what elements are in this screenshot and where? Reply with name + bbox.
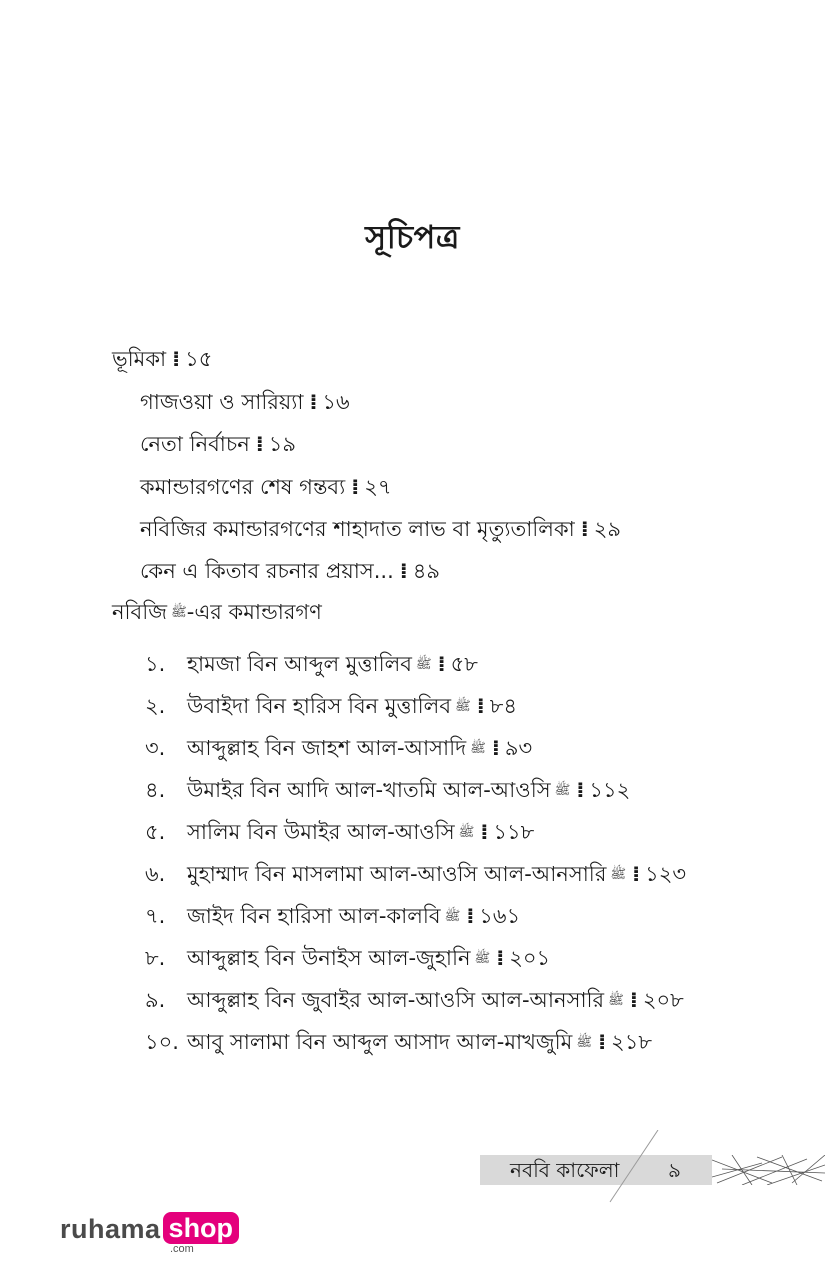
toc-entry-page: ২০১ bbox=[509, 946, 551, 970]
entry-number: ৫. bbox=[145, 820, 166, 844]
toc-entry-intro[interactable] bbox=[112, 345, 212, 373]
separator-glyph: ⁞ bbox=[496, 946, 504, 970]
commander-entry[interactable] bbox=[145, 1028, 652, 1057]
salutation-glyph: ﷺ bbox=[455, 699, 471, 714]
salutation-glyph: ﷺ bbox=[576, 1035, 593, 1050]
toc-entry-label: গাজওয়া ও সারিয়্যা bbox=[140, 390, 304, 414]
separator-glyph: ⁞ bbox=[576, 778, 584, 802]
commander-name: উমাইর বিন আদি আল-খাতমি আল-আওসি bbox=[187, 778, 551, 802]
toc-entry[interactable] bbox=[140, 515, 621, 543]
toc-entry-page: ২৯ bbox=[593, 517, 621, 541]
toc-entry-page: ১২৩ bbox=[645, 862, 687, 886]
separator-glyph: ⁞ bbox=[480, 820, 488, 844]
toc-entry-label: কেন এ কিতাব রচনার প্রয়াস... bbox=[140, 559, 394, 583]
commander-entry[interactable] bbox=[145, 776, 630, 805]
toc-entry-page: ১৯ bbox=[268, 432, 297, 456]
toc-entry-page: ১১৮ bbox=[493, 820, 535, 844]
separator-glyph: ⁞ bbox=[351, 475, 359, 499]
entry-number: ৬. bbox=[145, 862, 166, 886]
toc-entry-label: ভূমিকা bbox=[112, 347, 167, 371]
commander-entry[interactable] bbox=[145, 692, 517, 721]
commander-name: মুহাম্মাদ বিন মাসলামা আল-আওসি আল-আনসারি bbox=[187, 862, 607, 886]
entry-number: ৮. bbox=[145, 946, 166, 970]
separator-glyph: ⁞ bbox=[309, 390, 317, 414]
toc-entry-page: ৮৪ bbox=[489, 694, 517, 718]
commander-entry[interactable] bbox=[145, 818, 534, 847]
separator-glyph: ⁞ bbox=[437, 652, 445, 676]
commander-name: উবাইদা বিন হারিস বিন মুত্তালিব bbox=[187, 694, 452, 718]
entry-number: ২. bbox=[145, 694, 166, 718]
toc-entry-label: নেতা নির্বাচন bbox=[140, 432, 250, 456]
toc-entry-page: ১৬১ bbox=[479, 904, 521, 928]
commander-entry[interactable] bbox=[145, 650, 478, 679]
toc-entry-label: কমান্ডারগণের শেষ গন্তব্য bbox=[140, 475, 346, 499]
entry-number: ৩. bbox=[145, 736, 166, 760]
toc-entry-page: ৪৯ bbox=[412, 559, 441, 583]
section-suffix: -এর কমান্ডারগণ bbox=[186, 600, 322, 624]
toc-entry[interactable] bbox=[140, 430, 296, 458]
salutation-glyph: ﷺ bbox=[444, 909, 461, 924]
toc-entry-page: ১৬ bbox=[322, 390, 350, 414]
commander-entry[interactable] bbox=[145, 986, 684, 1015]
toc-entry-page: ২৭ bbox=[364, 475, 392, 499]
separator-glyph: ⁞ bbox=[598, 1030, 606, 1054]
commander-name: আব্দুল্লাহ বিন উনাইস আল-জুহানি bbox=[187, 946, 471, 970]
toc-entry-page: ৯৩ bbox=[504, 736, 533, 760]
toc-entry-page: ১৫ bbox=[185, 347, 213, 371]
running-book-title: নববি কাফেলা bbox=[510, 1158, 620, 1182]
separator-glyph: ⁞ bbox=[399, 559, 407, 583]
page-title: সূচিপত্র bbox=[365, 218, 460, 256]
separator-glyph: ⁞ bbox=[632, 862, 640, 886]
commander-name: জাইদ বিন হারিসা আল-কালবি bbox=[187, 904, 441, 928]
toc-entry-page: ৫৮ bbox=[450, 652, 478, 676]
toc-entry[interactable] bbox=[140, 388, 350, 416]
separator-glyph: ⁞ bbox=[476, 694, 484, 718]
commander-name: আবু সালামা বিন আব্দুল আসাদ আল-মাখজুমি bbox=[187, 1030, 573, 1054]
toc-entry[interactable] bbox=[140, 557, 440, 585]
toc-entry-label: নবিজির কমান্ডারগণের শাহাদাত লাভ বা মৃত্যুতালিকা bbox=[140, 517, 575, 541]
entry-number: ৭. bbox=[145, 904, 166, 928]
salutation-glyph: ﷺ bbox=[610, 867, 627, 882]
separator-glyph: ⁞ bbox=[466, 904, 474, 928]
entry-number: ১০. bbox=[145, 1030, 179, 1054]
commander-entry[interactable] bbox=[145, 944, 550, 973]
commander-name: আব্দুল্লাহ বিন জাহশ আল-আসাদি bbox=[187, 736, 467, 760]
geometric-pattern-icon bbox=[712, 1155, 825, 1185]
commander-name: আব্দুল্লাহ বিন জুবাইর আল-আওসি আল-আনসারি bbox=[187, 988, 605, 1012]
salutation-glyph: ﷺ bbox=[415, 657, 432, 672]
entry-number: ১. bbox=[145, 652, 166, 676]
logo-brand: ruhama bbox=[60, 1214, 161, 1244]
salutation-glyph: ﷺ bbox=[608, 993, 624, 1008]
entry-number: ৪. bbox=[145, 778, 166, 802]
commander-entry[interactable] bbox=[145, 902, 520, 931]
toc-entry[interactable] bbox=[140, 473, 392, 501]
page-number: ৯ bbox=[668, 1158, 681, 1182]
separator-glyph: ⁞ bbox=[580, 517, 588, 541]
section-heading bbox=[112, 598, 322, 627]
ruhama-shop-logo[interactable] bbox=[60, 1212, 239, 1256]
logo-domain: .com bbox=[170, 1243, 194, 1255]
separator-glyph: ⁞ bbox=[491, 736, 499, 760]
toc-entry-page: ২১৮ bbox=[611, 1030, 652, 1054]
toc-entry-page: ২০৮ bbox=[642, 988, 684, 1012]
separator-glyph: ⁞ bbox=[172, 347, 180, 371]
entry-number: ৯. bbox=[145, 988, 166, 1012]
salutation-glyph: ﷺ bbox=[474, 951, 491, 966]
salutation-glyph: ﷺ bbox=[458, 825, 475, 840]
toc-entry-page: ১১২ bbox=[589, 778, 631, 802]
salutation-glyph: ﷺ bbox=[171, 605, 187, 620]
commander-name: সালিম বিন উমাইর আল-আওসি bbox=[187, 820, 455, 844]
salutation-glyph: ﷺ bbox=[470, 741, 486, 756]
commander-name: হামজা বিন আব্দুল মুত্তালিব bbox=[187, 652, 412, 676]
separator-glyph: ⁞ bbox=[629, 988, 637, 1012]
logo-shop: shop bbox=[163, 1212, 240, 1244]
salutation-glyph: ﷺ bbox=[554, 783, 571, 798]
commander-entry[interactable] bbox=[145, 860, 686, 889]
commander-entry[interactable] bbox=[145, 734, 532, 763]
section-prefix: নবিজি bbox=[112, 600, 168, 624]
separator-glyph: ⁞ bbox=[255, 432, 263, 456]
